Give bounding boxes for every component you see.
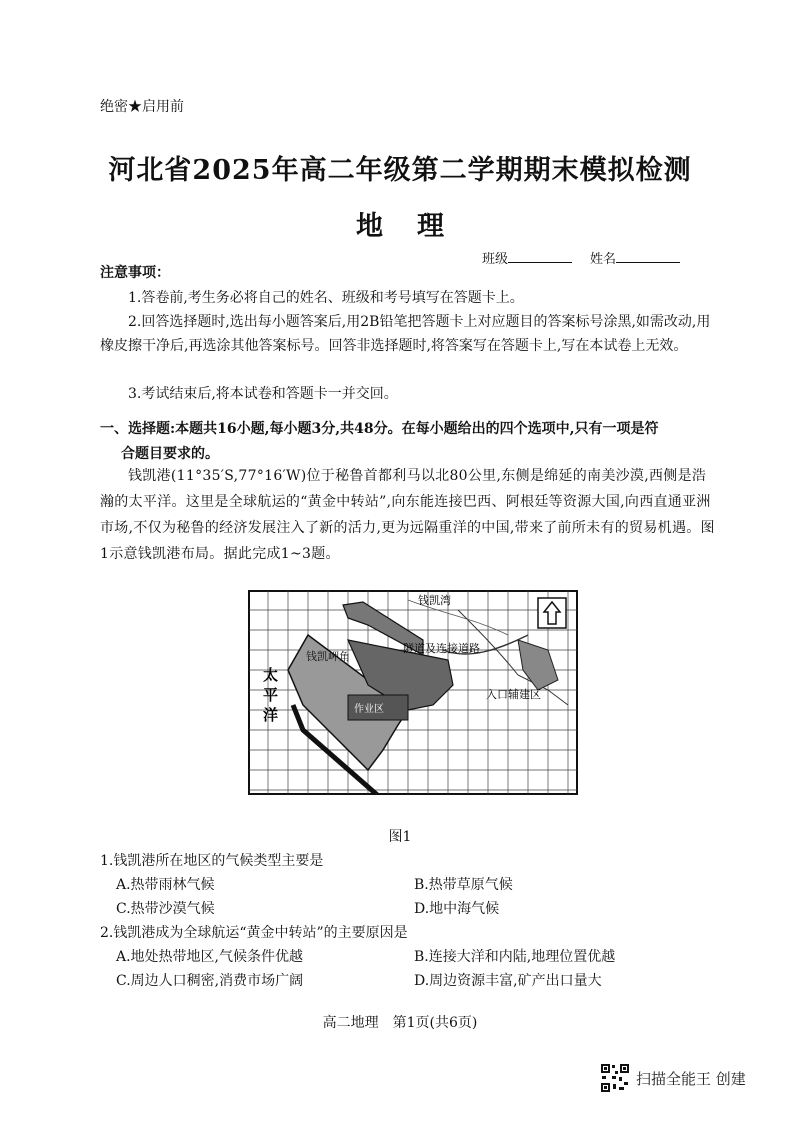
class-field — [482, 248, 572, 267]
section-heading-line1: 一、选择题:本题共16小题,每小题3分,共48分。在每小题给出的四个选项中,只有一项是符 — [100, 421, 659, 437]
q2-option-d: D.周边资源丰富,矿产出口量大 — [414, 973, 602, 989]
map-label-entrance: 入口辅建区 — [486, 688, 541, 701]
map-label-ocean-1: 太 — [263, 666, 279, 684]
name-label: 姓名 — [590, 252, 617, 267]
section-heading-line2: 合题目要求的。 — [121, 446, 219, 462]
map-label-ocean-2: 平 — [263, 686, 279, 704]
q1-option-c: C.热带沙漠气候 — [116, 901, 215, 917]
class-label: 班级 — [482, 252, 509, 267]
passage-text: 钱凯港(11°35′S,77°16′W)位于秘鲁首都利马以北80公里,东侧是绵延的南美沙漠,西侧是浩瀚的太平洋。这里是全球航运的“黄金中转站”,向东能连接巴西、阿根廷等资源大国,向西直通亚洲市场,不仅为秘鲁的经济发展注入了新的活力,更为远隔重洋的中国,带来了前所未有的贸易机遇。图1示意钱凯港布局。据此完成1~3题。 — [100, 468, 715, 562]
qr-code-icon — [600, 1063, 630, 1093]
q1-option-b: B.热带草原气候 — [414, 877, 513, 893]
page-footer: 高二地理 第1页(共6页) — [322, 1015, 478, 1031]
question-1-stem: 1.钱凯港所在地区的气候类型主要是 — [100, 853, 324, 869]
name-field — [590, 248, 680, 267]
question-2-stem: 2.钱凯港成为全球航运“黄金中转站”的主要原因是 — [100, 925, 408, 941]
notice-title: 注意事项： — [100, 265, 170, 281]
q1-option-a: A.热带雨林气候 — [116, 877, 215, 893]
figure-caption: 图1 — [388, 829, 412, 845]
section-heading — [100, 417, 718, 467]
port-layout-map — [248, 590, 578, 795]
map-label-ocean-3: 洋 — [263, 706, 279, 724]
q2-option-a: A.地处热带地区,气候条件优越 — [116, 949, 304, 965]
notice-item-2: 2.回答选择题时,选出每小题答案后,用2B铅笔把答题卡上对应题目的答案标号涂黑,如需改动,用橡皮擦干净后,再选涂其他答案标号。回答非选择题时,将答案写在答题卡上,写在本试卷上无效。 — [100, 314, 711, 354]
q2-option-c: C.周边人口稠密,消费市场广阔 — [116, 973, 304, 989]
notice-item-1: 1.答卷前,考生务必将自己的姓名、班级和考号填写在答题卡上。 — [128, 290, 524, 306]
q2-option-b: B.连接大洋和内陆,地理位置优越 — [414, 949, 616, 965]
name-blank — [616, 250, 680, 263]
q1-option-d: D.地中海气候 — [414, 901, 500, 917]
map-label-bay: 钱凯湾 — [418, 594, 451, 607]
class-blank — [508, 250, 572, 263]
watermark-text: 扫描全能王 创建 — [636, 1069, 746, 1088]
subject-title: 地理 — [356, 211, 478, 242]
scanner-watermark — [600, 1063, 746, 1093]
map-label-operation: 作业区 — [354, 704, 384, 715]
notice-item-3: 3.考试结束后,将本试卷和答题卡一并交回。 — [128, 386, 398, 402]
confidential-mark: 绝密★启用前 — [100, 99, 184, 115]
map-label-cape: 钱凯岬角 — [306, 650, 350, 663]
map-label-road: 隧道及连接道路 — [403, 642, 480, 655]
exam-title: 河北省2025年高二年级第二学期期末模拟检测 — [108, 155, 692, 186]
